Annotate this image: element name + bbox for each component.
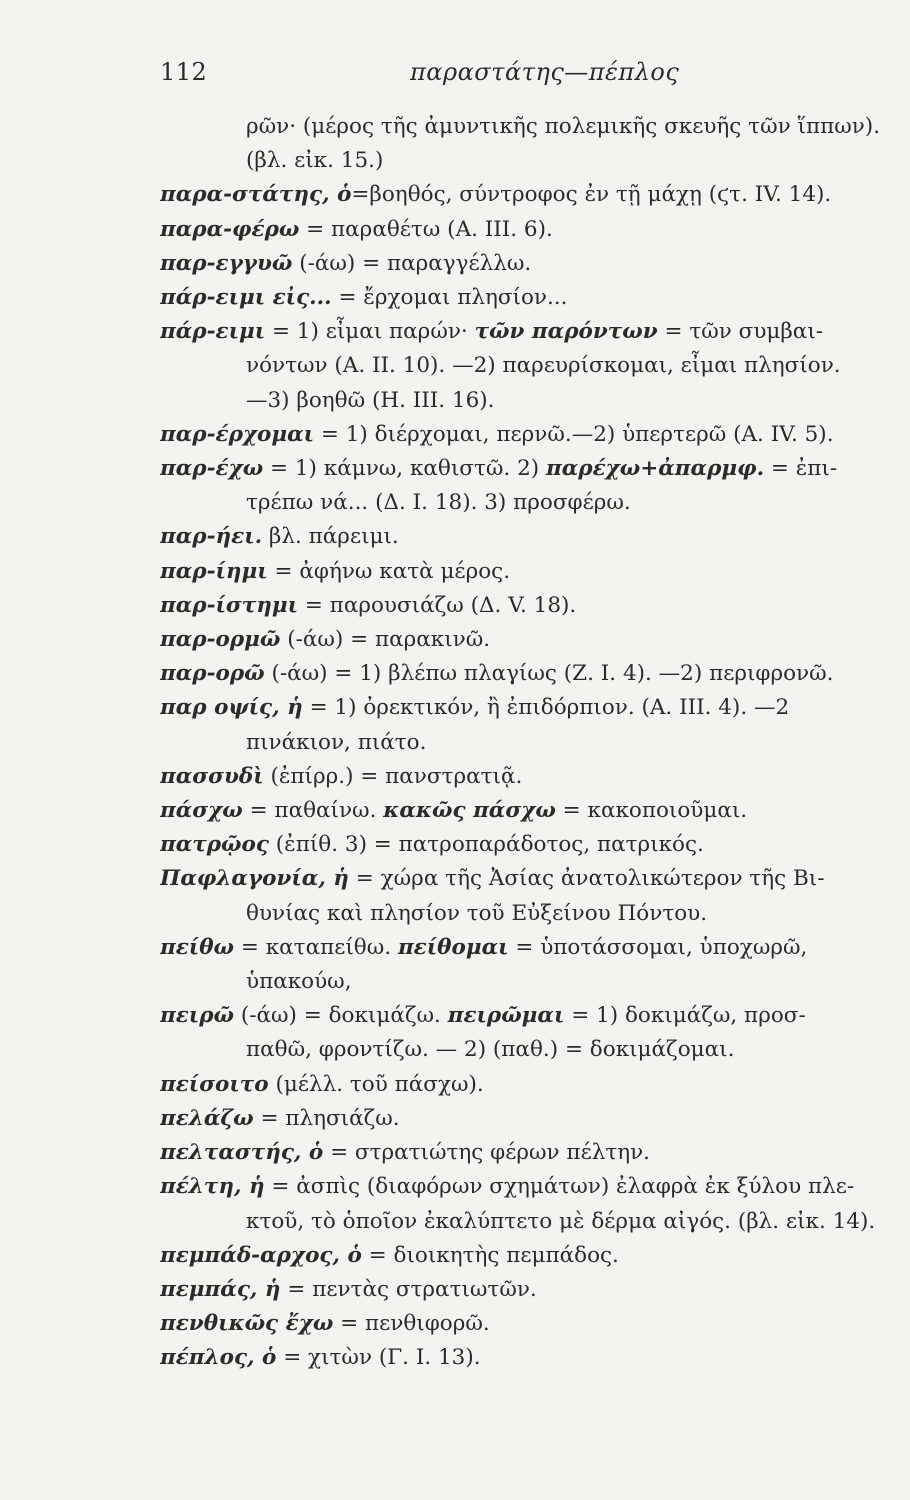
dictionary-entry [160,281,900,315]
entry-line [160,247,900,281]
dictionary-entry [160,623,900,657]
entry-line [160,178,900,212]
entry-line [160,897,900,931]
headword: πεμπάς, ἡ [160,1276,281,1302]
headword: πέπλος, ὁ [160,1345,277,1371]
dictionary-entry [160,828,900,862]
entry-line [160,1239,900,1273]
headword: πάρ-ειμι [160,319,266,345]
headword: πατρῷος [160,832,269,858]
definition-text: = πλησιάζω. [253,1105,400,1131]
definition-text: ὑπακούω, [246,969,352,995]
entries-list [160,110,900,1376]
definition-text: = ὑποτάσσομαι, ὑποχωρῶ, [508,934,808,960]
dictionary-entry [160,760,900,794]
headword: παρα-στάτης, ὁ [160,182,352,208]
definition-text: παθῶ, φροντίζω. — 2) (παθ.) = δοκιμάζομαι. [246,1037,735,1063]
running-title: παραστάτης—πέπλος [410,58,680,86]
entry-line [160,486,900,520]
definition-text: = 1) εἶμαι παρών· [265,319,475,345]
entry-line [160,1307,900,1341]
dictionary-entry [160,1102,900,1136]
dictionary-entry [160,1170,900,1238]
definition-text: (βλ. εἰκ. 15.) [246,148,384,174]
definition-text: βλ. πάρειμι. [262,524,399,550]
dictionary-entry [160,1068,900,1102]
entry-line [160,110,900,144]
headword: παρ-ήει. [160,524,263,550]
definition-text: = τῶν συμβαι- [657,319,824,345]
entry-line [160,1033,900,1067]
definition-text: (-άω) = παραγγέλλω. [292,250,532,276]
entry-line [160,965,900,999]
definition-text: = παραθέτω (Α. III. 6). [299,216,553,242]
entry-line [160,418,900,452]
definition-text: = πενθιφορῶ. [333,1311,490,1337]
headword: παρ οψίς, ἡ [160,695,303,721]
definition-text: τρέπω νά... (Δ. I. 18). 3) προσφέρω. [246,490,631,516]
dictionary-entry [160,657,900,691]
entry-line [160,623,900,657]
dictionary-entry [160,1136,900,1170]
headword: Παφλαγονία, ἡ [160,866,349,892]
definition-text: (ἐπίρρ.) = πανστρατιᾷ. [263,763,523,789]
headword: παρ-ίημι [160,558,268,584]
entry-line [160,555,900,589]
definition-text: = 1) δοκιμάζω, προσ- [564,1003,806,1029]
entry-line [160,281,900,315]
headword: πελταστής, ὁ [160,1140,324,1166]
headword: πελάζω [160,1105,254,1131]
headword: πεμπάδ-αρχος, ὁ [160,1242,362,1268]
headword: παρέχω+ἀπαρμφ. [545,456,765,482]
entry-line [160,1170,900,1204]
headword: πείθομαι [397,934,509,960]
entry-line [160,828,900,862]
entry-line [160,999,900,1033]
definition-text: (-άω) = δοκιμάζω. [233,1003,448,1029]
dictionary-entry [160,999,900,1067]
definition-text: = διοικητὴς πεμπάδος. [361,1242,619,1268]
definition-text: = 1) ὀρεκτικόν, ἢ ἐπιδόρπιον. (Α. III. 4). —2 [302,695,790,721]
headword: παρ-ίστημι [160,592,298,618]
entry-line [160,691,900,725]
dictionary-entry [160,247,900,281]
entry-line [160,1341,900,1375]
entry-line [160,657,900,691]
headword: πενθικῶς ἔχω [160,1311,334,1337]
definition-text: = χιτὼν (Γ. I. 13). [276,1345,481,1371]
entry-line [160,931,900,965]
entry-line [160,760,900,794]
definition-text: = στρατιώτης φέρων πέλτην. [323,1140,651,1166]
entry-line [160,1273,900,1307]
headword: πάσχω [160,798,243,824]
page-header [160,58,860,94]
headword: παρ-ορῶ [160,661,265,687]
definition-text: = χώρα τῆς Ἀσίας ἀνατολικώτερον τῆς Βι- [348,866,825,892]
entry-line [160,1102,900,1136]
dictionary-entry [160,1239,900,1273]
dictionary-entry [160,1273,900,1307]
definition-text: = παθαίνω. [242,798,384,824]
definition-text: πινάκιον, πιάτο. [246,729,427,755]
definition-text: = ἔρχομαι πλησίον... [331,285,568,311]
entry-line [160,1068,900,1102]
headword: παρ-έχω [160,456,264,482]
entry-line [160,589,900,623]
headword: πέλτη, ἡ [160,1174,265,1200]
definition-text: = καταπείθω. [234,934,398,960]
definition-text: = κακοποιοῦμαι. [555,798,748,824]
definition-text: νόντων (Α. II. 10). —2) παρευρίσκομαι, εἶμαι πλησίον. [246,353,841,379]
entry-line [160,520,900,554]
headword: πασσυδὶ [160,763,264,789]
page-number: 112 [160,58,208,86]
headword: κακῶς πάσχω [383,798,556,824]
entry-line [160,384,900,418]
definition-text: (-άω) = 1) βλέπω πλαγίως (Ζ. I. 4). —2) περιφρονῶ. [264,661,834,687]
entry-line [160,144,900,178]
headword: παρα-φέρω [160,216,300,242]
dictionary-entry [160,452,900,520]
headword: παρ-εγγυῶ [160,250,293,276]
definition-text: θυνίας καὶ πλησίον τοῦ Εὐξείνου Πόντου. [246,900,708,926]
headword: πάρ-ειμι εἰς... [160,285,332,311]
definition-text: = παρουσιάζω (Δ. V. 18). [298,592,577,618]
dictionary-entry [160,213,900,247]
entry-line [160,1205,900,1239]
dictionary-entry [160,1341,900,1375]
dictionary-entry [160,110,900,178]
definition-text: κτοῦ, τὸ ὁποῖον ἐκαλύπτετο μὲ δέρμα αἰγός. (βλ. εἰκ. 14). [246,1208,876,1234]
headword: παρ-ορμῶ [160,627,281,653]
dictionary-entry [160,862,900,930]
dictionary-entry [160,691,900,759]
entry-line [160,213,900,247]
dictionary-entry [160,315,900,418]
dictionary-entry [160,931,900,999]
headword: πειρῶ [160,1003,234,1029]
definition-text: =βοηθός, σύντροφος ἐν τῇ μάχῃ (ϛτ. IV. 14). [351,182,832,208]
dictionary-entry [160,555,900,589]
headword: πείσοιτο [160,1071,269,1097]
definition-text: = ἀφήνω κατὰ μέρος. [267,558,511,584]
definition-text: = ἐπι- [764,456,838,482]
entry-line [160,349,900,383]
dictionary-entry [160,520,900,554]
definition-text: (-άω) = παρακινῶ. [280,627,491,653]
dictionary-entry [160,178,900,212]
headword: τῶν παρόντων [474,319,658,345]
definition-text: = ἀσπὶς (διαφόρων σχημάτων) ἐλαφρὰ ἐκ ξύλου πλε- [264,1174,855,1200]
definition-text: = πεντὰς στρατιωτῶν. [280,1276,537,1302]
dictionary-entry [160,1307,900,1341]
definition-text: (μέλλ. τοῦ πάσχω). [268,1071,484,1097]
definition-text: = 1) κάμνω, καθιστῶ. 2) [263,456,546,482]
entry-line [160,862,900,896]
entry-line [160,1136,900,1170]
definition-text: (ἐπίθ. 3) = πατροπαράδοτος, πατρικός. [268,832,704,858]
entry-line [160,452,900,486]
headword: παρ-έρχομαι [160,421,315,447]
entry-line [160,315,900,349]
definition-text: —3) βοηθῶ (Η. III. 16). [246,387,495,413]
entry-line [160,726,900,760]
dictionary-entry [160,418,900,452]
definition-text: ρῶν· (μέρος τῆς ἀμυντικῆς πολεμικῆς σκευῆς τῶν ἵππων). [246,114,881,139]
headword: πείθω [160,934,235,960]
entry-line [160,794,900,828]
dictionary-entry [160,589,900,623]
headword: πειρῶμαι [447,1003,565,1029]
dictionary-entry [160,794,900,828]
definition-text: = 1) διέρχομαι, περνῶ.—2) ὑπερτερῶ (Α. IV. 5). [314,421,834,447]
